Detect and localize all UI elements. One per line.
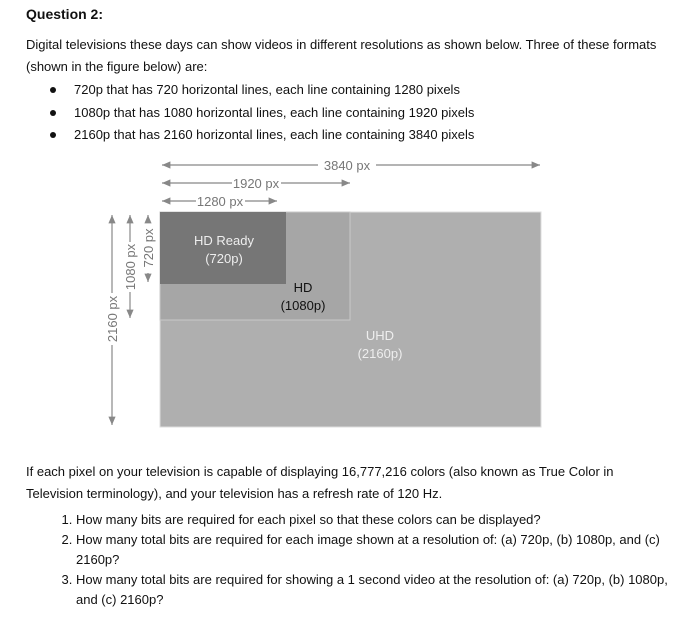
context-text: If each pixel on your television is capable of displaying 16,777,216 colors (also known as True Color in Television terminology), and your television has a refresh rate of 120 Hz.	[26, 464, 614, 501]
hd-ready-sub: (720p)	[205, 251, 243, 266]
height-720-label: 720 px	[141, 228, 156, 268]
question-item: 2. How many total bits are required for each image shown at a resolution of: (a) 720p, (b) 1080p, and (c) 2160p?	[76, 530, 676, 570]
height-2160-label: 2160 px	[105, 295, 120, 343]
list-item: 720p that has 720 horizontal lines, each line containing 1280 pixels	[52, 79, 474, 102]
hd-sub: (1080p)	[280, 298, 326, 313]
uhd-label: UHD	[365, 328, 395, 343]
question-item: 3. How many total bits are required for showing a 1 second video at the resolution of: (a) 720p, (b) 1080p, and (c) 2160p?	[76, 570, 676, 610]
question-list	[26, 510, 676, 610]
hd-ready-label: HD Ready	[194, 233, 254, 248]
uhd-sub: (2160p)	[357, 346, 403, 361]
width-3840-label: 3840 px	[323, 158, 371, 173]
width-1280-label: 1280 px	[196, 194, 244, 209]
list-item: 2160p that has 2160 horizontal lines, each line containing 3840 pixels	[52, 124, 474, 147]
list-item: 1080p that has 1080 horizontal lines, each line containing 1920 pixels	[52, 102, 474, 125]
hd-label: HD	[293, 280, 313, 295]
hd-ready-box	[160, 212, 286, 284]
question-title: Question 2:	[26, 6, 104, 22]
question-item: 1. How many bits are required for each pixel so that these colors can be displayed?	[76, 510, 676, 530]
height-1080-label: 1080 px	[123, 243, 138, 291]
intro-text: Digital televisions these days can show videos in different resolutions as shown below. Three of these formats (shown in the figure below) are:	[26, 37, 657, 74]
width-1920-label: 1920 px	[232, 176, 280, 191]
